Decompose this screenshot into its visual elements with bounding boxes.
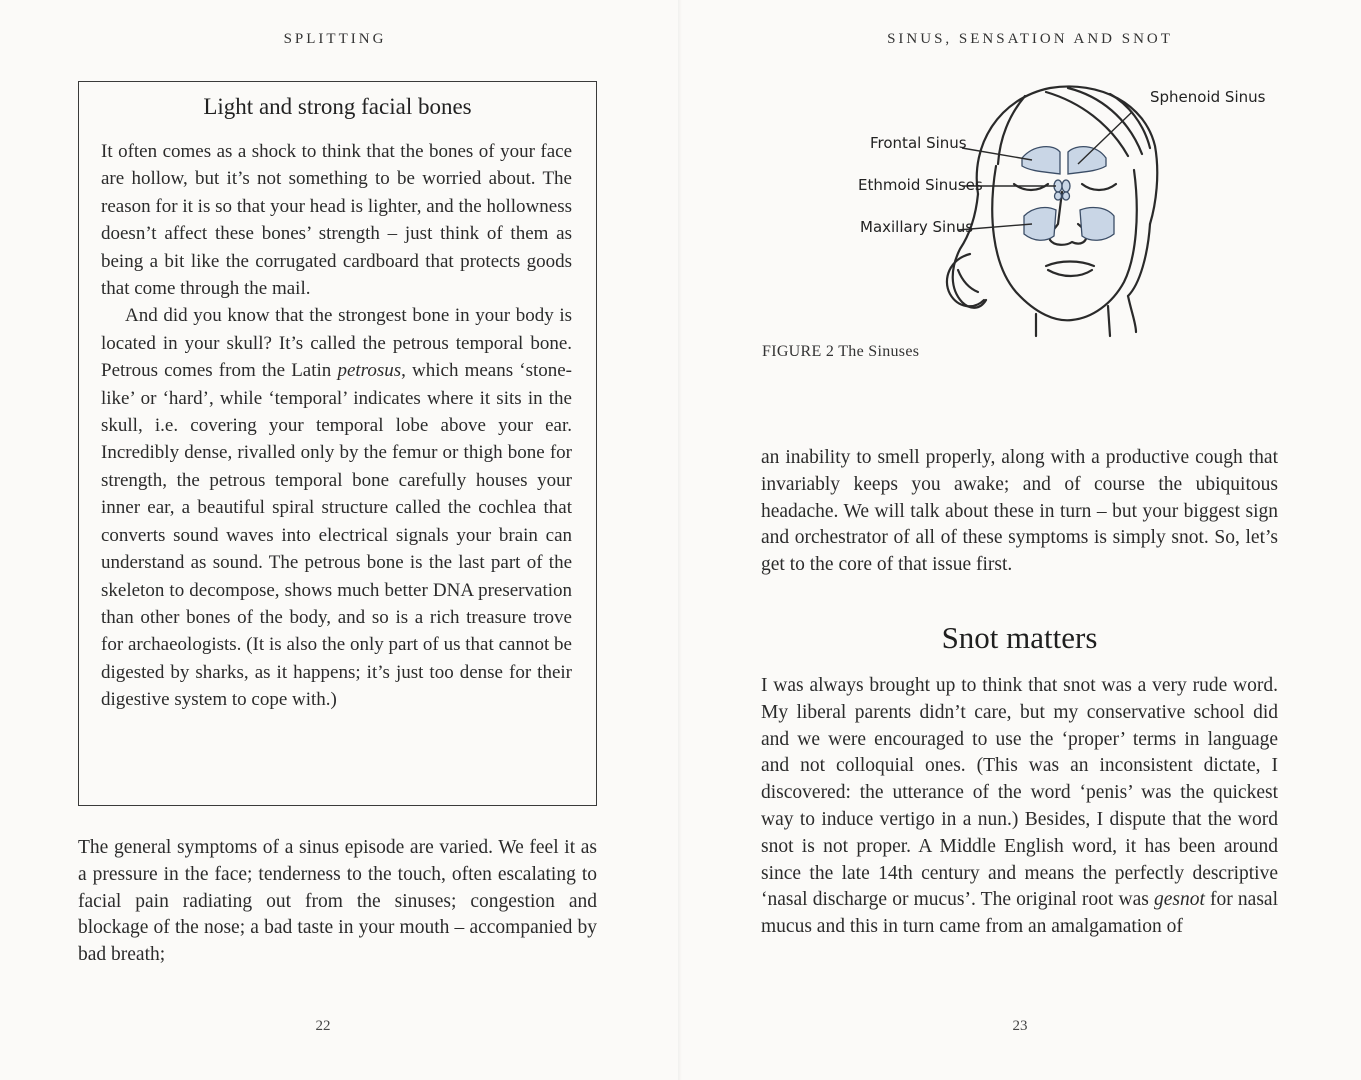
sinus-figure bbox=[810, 74, 1266, 336]
running-head-right: SINUS, SENSATION AND SNOT bbox=[887, 31, 1173, 47]
latin-term: petrosus bbox=[337, 360, 402, 382]
page-number-left: 22 bbox=[315, 1018, 331, 1034]
label-maxillary: Maxillary Sinus bbox=[860, 218, 974, 236]
label-sphenoid: Sphenoid Sinus bbox=[1150, 88, 1266, 106]
left-page bbox=[0, 0, 680, 1080]
sidebar-paragraph-2: And did you know that the strongest bone in your body is located in your skull? It’s called the petrous temporal bone. Petrous comes from the Latin petrosus, which means ‘stone-like’ or ‘hard’, while ‘temporal’ indicates where it sits in the skull, i.e. covering your temporal lobe above your ear. Incredibly dense, rivalled only by the femur or thigh bone for strength, the petrous temporal bone carefully houses your inner ear, a beautiful spiral structure called the cochlea that converts sound waves into electrical signals your brain can understand as sound. The petrous bone is the last part of the skeleton to decompose, shows much better DNA preservation than other bones of the body, and so is a rich treasure trove for archaeologists. (It is also the only part of us that cannot be digested by sharks, as it happens; it’s just too dense for their digestive system to cope with.) bbox=[101, 305, 573, 711]
left-body-paragraph: The general symptoms of a sinus episode are varied. We feel it as a pressure in the face; tenderness to the touch, often escalating to facial pain radiating out from the sinuses; congestion and blockage of the nose; a bad taste in your mouth – accompanied by bad breath; bbox=[78, 837, 597, 966]
running-head-left: SPLITTING bbox=[283, 31, 387, 47]
left-body-text bbox=[78, 835, 597, 969]
right-page bbox=[680, 0, 1361, 1080]
page-number-right: 23 bbox=[1012, 1018, 1028, 1034]
sidebar-title: Light and strong facial bones bbox=[203, 94, 472, 119]
sidebar-box bbox=[78, 81, 597, 806]
sinus-illustration bbox=[810, 74, 1266, 336]
section-heading: Snot matters bbox=[941, 620, 1098, 655]
sidebar-text bbox=[101, 138, 572, 714]
right-body-paragraph-2: I was always brought up to think that snot was a very rude word. My liberal parents didn’t care, but my conservative school did and we were encouraged to use the ‘proper’ terms in language and not colloquial ones. (This was an inconsistent dictate, I discovered: the utterance of the word ‘penis’ was the quickest way to induce vertigo in a nun.) Besides, I dispute that the word snot is not proper. A Middle English word, it has been around since the late 14th century and means the perfectly descriptive ‘nasal discharge or mucus’. The original root was gesnot for nasal mucus and this in turn came from an amalgamation of bbox=[761, 675, 1278, 938]
right-body-text-bottom bbox=[761, 673, 1278, 941]
sinus-shapes bbox=[1022, 147, 1114, 241]
etymology-term: gesnot bbox=[1153, 889, 1205, 911]
label-frontal: Frontal Sinus bbox=[870, 134, 967, 152]
right-body-paragraph-1: an inability to smell properly, along with a productive cough that invariably keeps you awake; and of course the ubiquitous headache. We will talk about these in turn – but your biggest sign and orchestrator of all of these symptoms is simply snot. So, let’s get to the core of that issue first. bbox=[761, 447, 1278, 576]
figure-caption: FIGURE 2 The Sinuses bbox=[762, 343, 920, 360]
right-body-text-top bbox=[761, 445, 1278, 579]
label-ethmoid: Ethmoid Sinuses bbox=[858, 176, 983, 194]
sidebar-paragraph-1: It often comes as a shock to think that the bones of your face are hollow, but it’s not something to be worried about. The reason for it is so that your head is lighter, and the hollowness doesn’t affect these bones’ strength – just think of them as being a bit like the corrugated cardboard that protects goods that come through the mail. bbox=[101, 141, 572, 300]
